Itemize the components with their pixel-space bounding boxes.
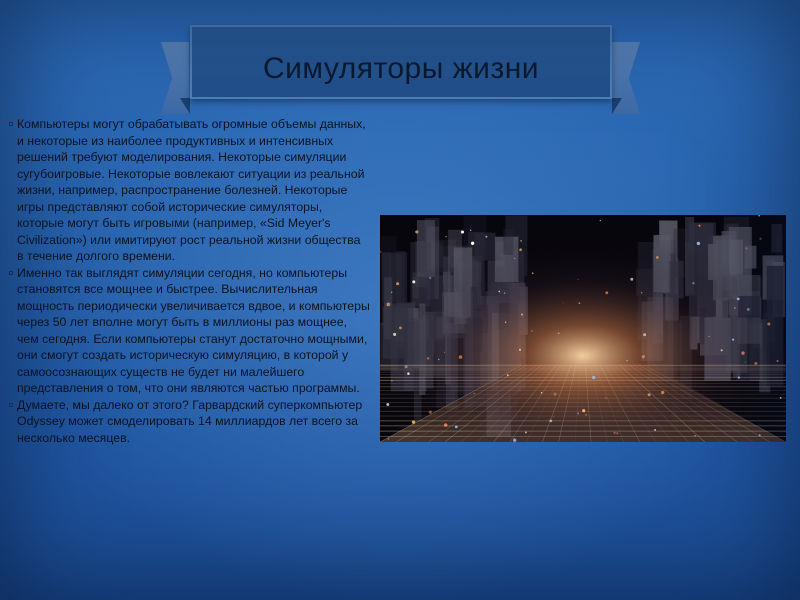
city-light	[505, 321, 506, 322]
city-light	[507, 374, 509, 376]
paragraph-1-text: Компьютеры могут обрабатывать огромные объемы данных, и некоторые из наиболее продуктивных и интенсивных решений требуют моделирования. Некоторые симуляции сугубоигровые. Некоторые вовлекают ситуации из реальной жизни, например, распространение болезней. Некоторые игры представляют собой исторические симуляторы, которые могут быть игровыми (например, «Sid Meyer's Civilization») или имитируют рост реальной жизни общества в течение долгого времени.	[17, 117, 366, 263]
city-light	[656, 256, 659, 259]
city-light	[595, 350, 596, 351]
city-light	[767, 322, 770, 325]
city-light	[519, 248, 522, 251]
city-light	[459, 355, 463, 359]
bullet-icon	[9, 403, 13, 407]
body-text[interactable]	[10, 116, 370, 446]
city-light	[558, 332, 560, 334]
city-light	[734, 307, 735, 308]
city-light	[648, 393, 651, 396]
city-light	[641, 292, 642, 293]
city-light	[605, 397, 606, 398]
city-light	[438, 359, 440, 361]
city-light	[592, 376, 595, 379]
city-light	[584, 354, 585, 355]
paragraph-3	[10, 397, 370, 447]
city-light	[747, 308, 750, 311]
city-light	[380, 251, 381, 252]
city-light	[654, 429, 656, 431]
city-light	[582, 409, 585, 412]
city-light	[745, 362, 746, 363]
city-light	[412, 420, 415, 423]
city-light	[396, 282, 399, 285]
city-light	[563, 302, 564, 303]
city-light	[759, 434, 761, 436]
city-light	[642, 355, 645, 358]
city-light	[461, 230, 464, 233]
city-light	[694, 435, 696, 437]
city-light	[697, 242, 700, 245]
city-light	[605, 291, 608, 294]
city-light	[504, 292, 506, 294]
city-light	[427, 357, 430, 360]
city-light	[692, 282, 694, 284]
paragraph-3-text: Думаете, мы далеко от этого? Гарвардский суперкомпьютер Odyssey может смоделировать 14 миллиардов лет всего за несколько месяцев.	[17, 397, 363, 445]
city-light	[776, 360, 778, 362]
city-light	[600, 220, 601, 221]
city-light	[387, 303, 391, 307]
city-light	[513, 438, 516, 441]
city-light	[391, 380, 393, 382]
city-light	[519, 349, 521, 351]
city-light	[498, 291, 500, 293]
city-light	[541, 392, 543, 394]
city-light	[745, 247, 747, 249]
city-light	[532, 272, 534, 274]
digital-city-image[interactable]	[380, 215, 786, 442]
city-light	[444, 352, 445, 353]
city-light	[525, 431, 527, 433]
city-light	[405, 365, 408, 368]
city-light	[444, 423, 447, 426]
paragraph-2	[10, 265, 370, 397]
city-light	[415, 230, 418, 233]
paragraph-1	[10, 116, 370, 265]
city-light	[531, 330, 533, 332]
city-light	[455, 426, 458, 429]
city-light	[386, 403, 389, 406]
city-light	[471, 242, 474, 245]
city-light	[613, 432, 615, 434]
city-light	[520, 240, 522, 242]
city-light	[630, 278, 633, 281]
city-light	[407, 372, 409, 374]
city-light	[470, 230, 471, 231]
city-light	[616, 432, 618, 434]
city-light	[445, 236, 446, 237]
city-light	[585, 414, 587, 416]
city-light	[399, 327, 402, 330]
city-light	[514, 258, 515, 259]
city-light	[754, 362, 757, 365]
city-light	[732, 338, 734, 340]
city-light	[429, 411, 432, 414]
paragraph-2-text: Именно так выглядят симуляции сегодня, но компьютеры становятся все мощнее и быстрее. Вычислительная мощность периодически увеличивается вдвое, и компьютеры через 50 лет вполне могут быть в миллионы раз мощнее, чем сегодня. Если компьютеры станут достаточно мощными, они смогут создать историческую симуляцию, в которой у самоосознающих существ не будет ни малейшего представления о том, что они являются частью программы.	[17, 265, 370, 395]
city-light	[553, 416, 554, 417]
city-light	[709, 336, 710, 337]
city-light	[738, 377, 740, 379]
city-light	[391, 292, 392, 293]
city-light	[721, 349, 723, 351]
city-light	[429, 277, 431, 279]
city-light	[474, 393, 476, 395]
slide-title[interactable]: Симуляторы жизни	[262, 52, 540, 85]
city-light	[737, 297, 740, 300]
city-light	[577, 412, 579, 414]
city-light	[643, 333, 646, 336]
city-light	[412, 280, 415, 283]
digital-city-art	[380, 215, 786, 442]
city-light	[521, 313, 523, 315]
city-light	[388, 438, 390, 440]
city-light	[661, 391, 664, 394]
city-light	[759, 238, 761, 240]
city-light	[780, 397, 782, 399]
city-light	[741, 351, 744, 354]
city-light	[698, 225, 700, 227]
bullet-icon	[9, 271, 13, 275]
city-light	[577, 279, 578, 280]
city-light	[549, 420, 552, 423]
bullet-icon	[9, 122, 13, 126]
city-light	[554, 393, 557, 396]
city-light	[626, 360, 627, 361]
city-light	[393, 333, 396, 336]
city-light	[485, 236, 487, 238]
city-light	[578, 302, 580, 304]
